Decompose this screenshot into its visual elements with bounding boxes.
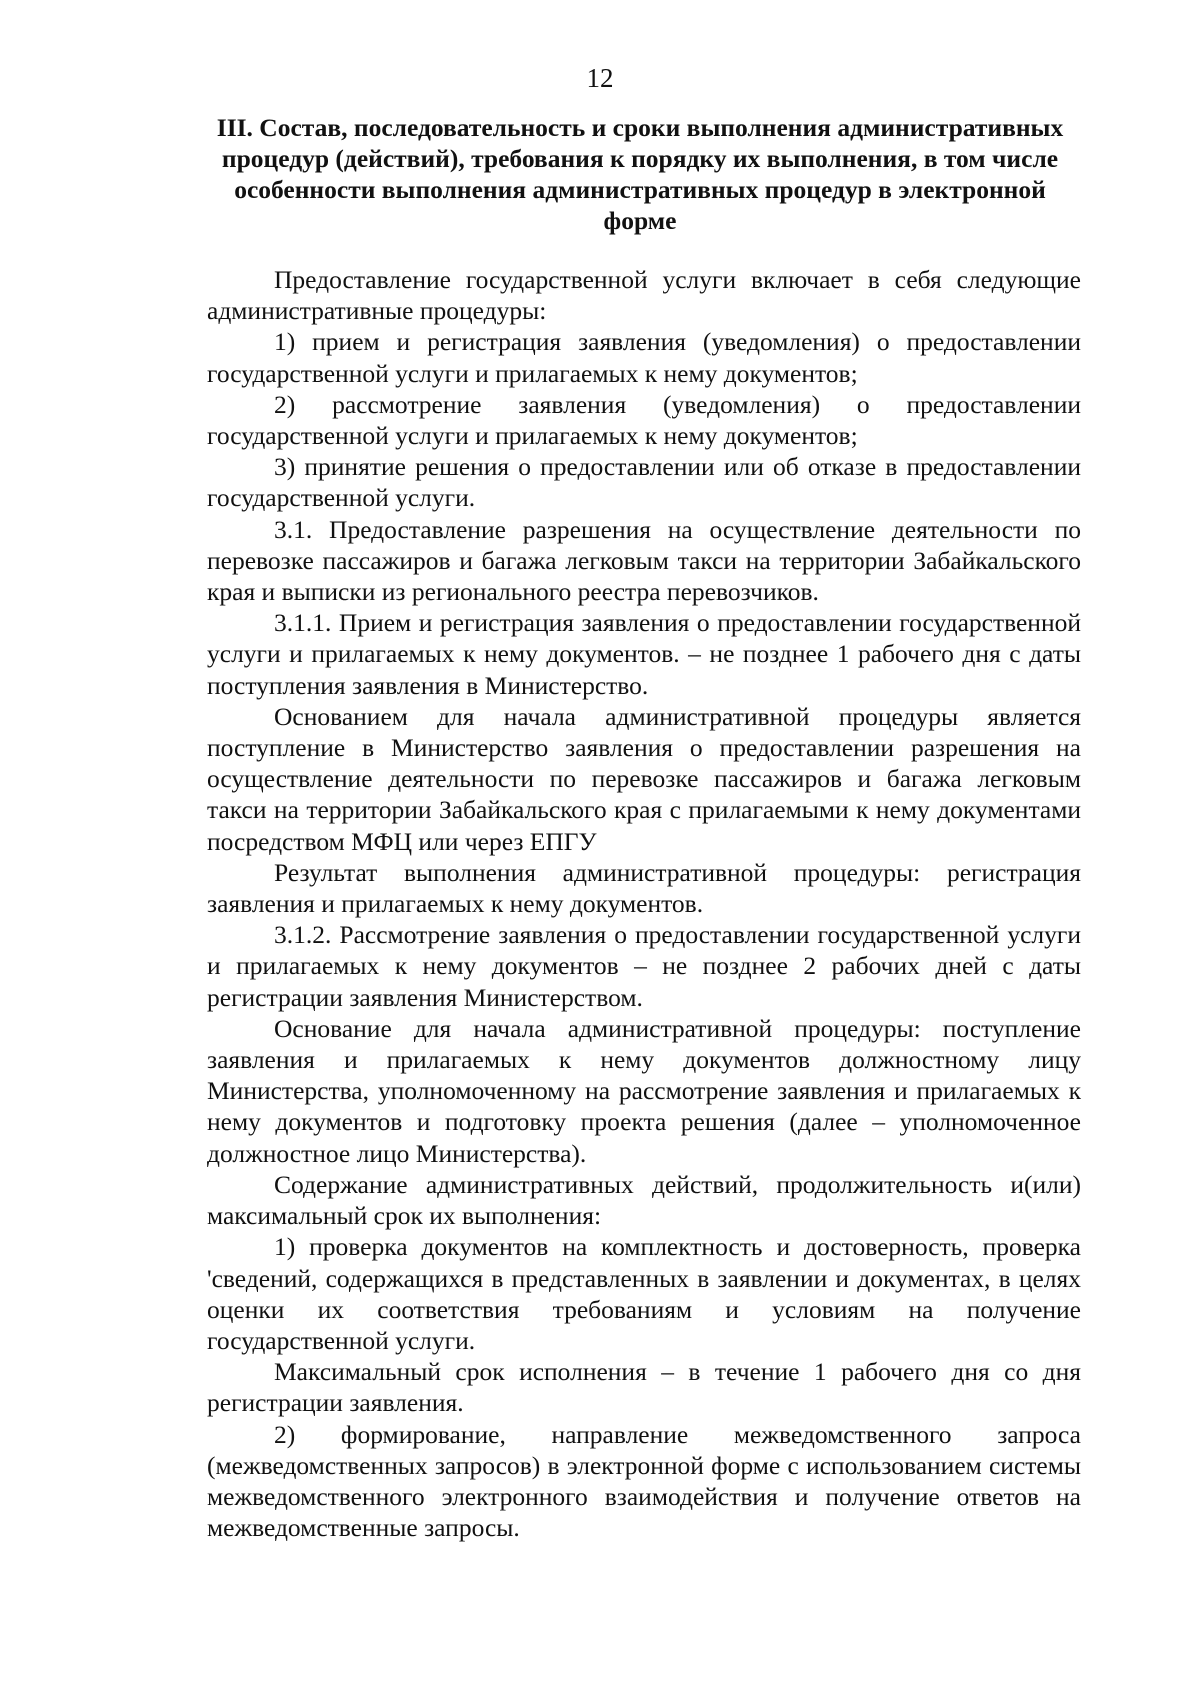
paragraph: 1) проверка документов на комплектность и достоверность, проверка 'сведений, содержащихся в представленных в заявлении и документах, в целях оценки их соответствия требованиям и условиям на получение государственной услуги. (207, 1232, 1081, 1355)
paragraph: Максимальный срок исполнения – в течение 1 рабочего дня со дня регистрации заявления. (207, 1357, 1081, 1418)
document-body (207, 264, 1081, 1543)
paragraph: 2) формирование, направление межведомственного запроса (межведомственных запросов) в электронной форме с использованием системы межведомственного электронного взаимодействия и получение ответов на межведомственные запросы. (207, 1419, 1081, 1543)
paragraph: 3.1.1. Прием и регистрация заявления о предоставлении государственной услуги и прилагаемых к нему документов. – не позднее 1 рабочего дня с даты поступления заявления в Министерство. (207, 608, 1081, 700)
section-heading-text: III. Состав, последовательность и сроки выполнения административных процедур (действий), требования к порядку их выполнения, в том числе особенности выполнения административных процедур в электронной форме (216, 113, 1064, 235)
page-number: 12 (586, 63, 614, 93)
paragraph: Предоставление государственной услуги включает в себя следующие административные процедуры: (207, 265, 1081, 326)
paragraph: 2) рассмотрение заявления (уведомления) о предоставлении государственной услуги и прилагаемых к нему документов; (207, 389, 1081, 451)
paragraph: Основанием для начала административной процедуры является поступление в Министерство заявления о предоставлении разрешения на осуществление деятельности по перевозке пассажиров и багажа легковым такси на территории Забайкальского края с прилагаемыми к нему документами посредством МФЦ или через ЕПГУ (207, 701, 1081, 856)
paragraph: Результат выполнения административной процедуры: регистрация заявления и прилагаемых к нему документов. (207, 857, 1081, 919)
paragraph: Основание для начала административной процедуры: поступление заявления и прилагаемых к нему документов должностному лицу Министерства, уполномоченному на рассмотрение заявления и прилагаемых к нему документов и подготовку проекта решения (далее – уполномоченное должностное лицо Министерства). (207, 1013, 1081, 1168)
section-heading (200, 112, 1080, 236)
paragraph: 3.1.2. Рассмотрение заявления о предоставлении государственной услуги и прилагаемых к нему документов – не позднее 2 рабочих дней с даты регистрации заявления Министерством. (207, 920, 1081, 1012)
paragraph: 3) принятие решения о предоставлении или об отказе в предоставлении государственной услуги. (207, 452, 1081, 513)
paragraph: 3.1. Предоставление разрешения на осуществление деятельности по перевозке пассажиров и багажа легковым такси на территории Забайкальского края и выписки из регионального реестра перевозчиков. (207, 514, 1081, 607)
paragraph: 1) прием и регистрация заявления (уведомления) о предоставлении государственной услуги и прилагаемых к нему документов; (207, 327, 1081, 388)
paragraph: Содержание административных действий, продолжительность и(или) максимальный срок их выполнения: (207, 1169, 1081, 1231)
